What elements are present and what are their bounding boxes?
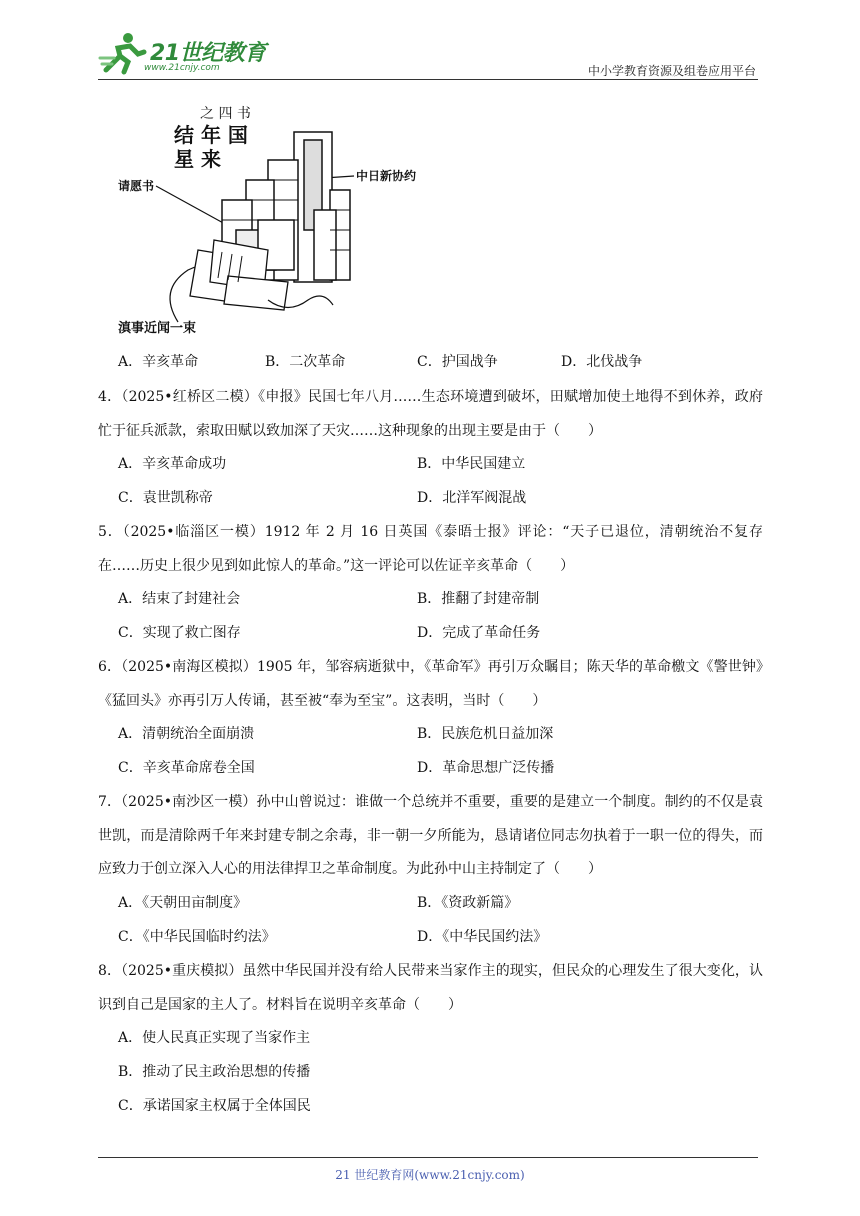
- q7-option-c: C．《中华民国临时约法》: [118, 929, 276, 945]
- q7-option-a: A．《天朝田亩制度》: [118, 895, 248, 911]
- q4-option-b: B．中华民国建立: [417, 456, 526, 472]
- q6-option-d: D．革命思想广泛传播: [417, 760, 555, 776]
- q4-option-d: D．北洋军阀混战: [417, 490, 527, 506]
- q3-option-d: D．北伐战争: [561, 354, 643, 370]
- cartoon-title-line1: 之 四 书: [200, 106, 251, 122]
- q5-option-c: C．实现了救亡图存: [118, 625, 241, 641]
- q4-option-a: A．辛亥革命成功: [118, 456, 227, 472]
- question-4-stem: 4．（2025•红桥区二模）《申报》民国七年八月……生态环境遭到破坏，田赋增加使土地得不到休养，政府忙于征兵派款，索取田赋以致加深了天灾……这种现象的出现主要是由于（ ）: [98, 389, 763, 439]
- q6-option-b: B．民族危机日益加深: [417, 726, 554, 742]
- question-5-stem: 5．（2025•临淄区一模）1912 年 2 月 16 日英国《泰晤士报》评论：“天子已退位，清朝统治不复存在……历史上很少见到如此惊人的革命。”这一评论可以佐证辛亥革命（ ）: [98, 524, 763, 574]
- footer-site-link[interactable]: 21 世纪教育网(www.21cnjy.com): [335, 1168, 525, 1182]
- cartoon-title-line3: 星 来: [174, 147, 221, 171]
- label-yunnan-news: 滇事近闻一束: [118, 321, 197, 336]
- q8-option-c: C．承诺国家主权属于全体国民: [118, 1098, 311, 1114]
- q6-option-c: C．辛亥革命席卷全国: [118, 760, 255, 776]
- cartoon-title-line2: 结 年 国: [174, 123, 248, 147]
- q5-option-d: D．完成了革命任务: [417, 625, 541, 641]
- platform-tagline: 中小学教育资源及组卷应用平台: [587, 64, 756, 78]
- cartoon-illustration: [118, 100, 426, 340]
- question-6-stem: 6．（2025•南海区模拟）1905 年，邹容病逝狱中，《革命军》再引万众瞩目；陈天华的革命檄文《警世钟》《猛回头》亦再引万人传诵，甚至被“奉为至宝”。这表明，当时（ ）: [98, 659, 763, 709]
- logo-text: 21世纪教育: [150, 41, 266, 66]
- q8-option-a: A．使人民真正实现了当家作主: [118, 1030, 311, 1046]
- q3-option-b: B．二次革命: [265, 354, 346, 370]
- q5-option-b: B．推翻了封建帝制: [417, 591, 540, 607]
- site-logo: [98, 28, 268, 78]
- q7-option-d: D．《中华民国约法》: [417, 929, 548, 945]
- page-header: [98, 28, 758, 82]
- runner-logo-icon: [98, 28, 148, 76]
- header-divider: [98, 79, 758, 80]
- footer-divider: [98, 1157, 758, 1158]
- q8-option-b: B．推动了民主政治思想的传播: [118, 1064, 311, 1080]
- question-8-stem: 8．（2025•重庆模拟）虽然中华民国并没有给人民带来当家作主的现实，但民众的心理发生了很大变化，认识到自己是国家的主人了。材料旨在说明辛亥革命（ ）: [98, 963, 763, 1013]
- q3-option-c: C．护国战争: [417, 354, 498, 370]
- label-treaty: 中日新协约: [356, 169, 417, 183]
- q4-option-c: C．袁世凯称帝: [118, 490, 213, 506]
- question-7-stem: 7．（2025•南沙区一模）孙中山曾说过：谁做一个总统并不重要，重要的是建立一个制度。制约的不仅是袁世凯，而是清除两千年来封建专制之余毒，非一朝一夕所能为，恳请诸位同志勿执着于一职一位的得失，而应致力于创立深入人心的用法律捍卫之革命制度。为此孙中山主持制定了（ ）: [98, 794, 763, 877]
- q5-option-a: A．结束了封建社会: [118, 591, 241, 607]
- historical-cartoon: [118, 100, 426, 340]
- q3-option-a: A．辛亥革命: [118, 354, 199, 370]
- logo-url: www.21cnjy.com: [144, 63, 220, 73]
- q6-option-a: A．清朝统治全面崩溃: [118, 726, 255, 742]
- label-petition: 请愿书: [118, 179, 155, 193]
- q7-option-b: B．《资政新篇》: [417, 895, 519, 911]
